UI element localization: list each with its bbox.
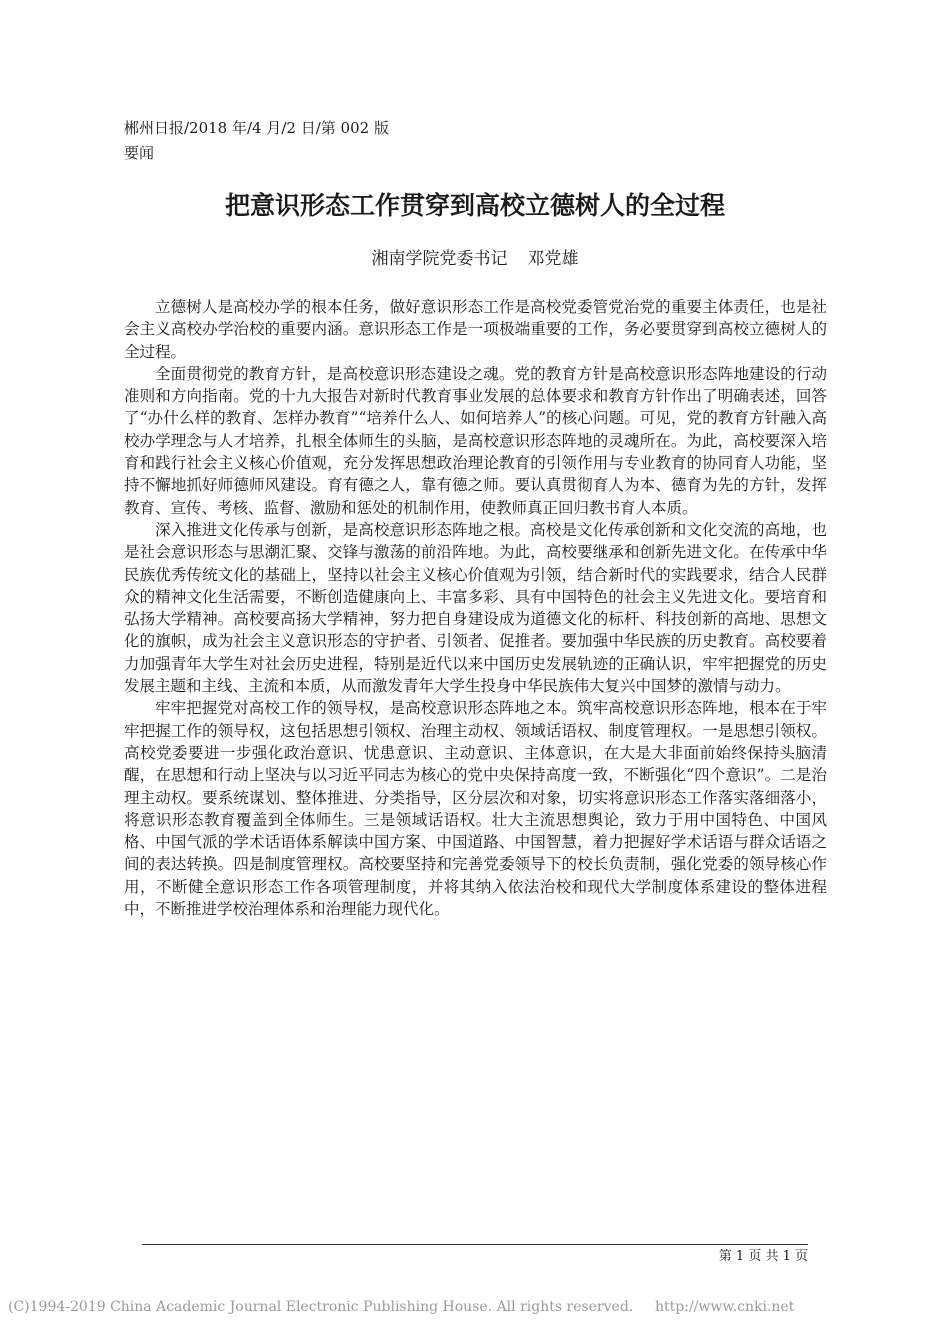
article-body <box>124 296 827 920</box>
paragraph: 牢牢把握党对高校工作的领导权，是高校意识形态阵地之本。筑牢高校意识形态阵地，根本在于牢牢把握工作的领导权，这包括思想引领权、治理主动权、领域话语权、制度管理权。一是思想引领权。高校党委要进一步强化政治意识、忧患意识、主动意识、主体意识，在大是大非面前始终保持头脑清醒，在思想和行动上坚决与以习近平同志为核心的党中央保持高度一致，不断强化“四个意识”。二是治理主动权。要系统谋划、整体推进、分类指导，区分层次和对象，切实将意识形态工作落实落细落小，将意识形态教育覆盖到全体师生。三是领域话语权。壮大主流思想舆论，致力于用中国特色、中国风格、中国气派的学术话语体系解读中国方案、中国道路、中国智慧，着力把握好学术话语与群众话语之间的表达转换。四是制度管理权。高校要坚持和完善党委领导下的校长负责制，强化党委的领导核心作用，不断健全意识形态工作各项管理制度，并将其纳入依法治校和现代大学制度体系建设的整体进程中，不断推进学校治理体系和治理能力现代化。 <box>124 699 827 919</box>
section-label: 要闻 <box>124 144 155 162</box>
copyright-footer <box>8 1297 942 1317</box>
paragraph: 立德树人是高校办学的根本任务，做好意识形态工作是高校党委管党治党的重要主体责任，也是社会主义高校办学治校的重要内涵。意识形态工作是一项极端重要的工作，务必要贯穿到高校立德树人的全过程。 <box>124 298 827 361</box>
footer-divider <box>142 1244 808 1245</box>
publication-source: 郴州日报/2018 年/4 月/2 日/第 002 版 <box>124 119 389 137</box>
paragraph: 全面贯彻党的教育方针，是高校意识形态建设之魂。党的教育方针是高校意识形态阵地建设的行动准则和方向指南。党的十九大报告对新时代教育事业发展的总体要求和教育方针作出了明确表述，回答了“办什么样的教育、怎样办教育”“培养什么人、如何培养人”的核心问题。可见，党的教育方针融入高校办学理念与人才培养，扎根全体师生的头脑，是高校意识形态阵地的灵魂所在。为此，高校要深入培育和践行社会主义核心价值观，充分发挥思想政治理论教育的引领作用与专业教育的协同育人功能，坚持不懈地抓好师德师风建设。育有德之人，靠有德之师。要认真贯彻育人为本、德育为先的方针，发挥教育、宣传、考核、监督、激励和惩处的机制作用，使教师真正回归教书育人本质。 <box>124 364 827 517</box>
copyright-text: (C)1994-2019 China Academic Journal Electronic Publishing House. All rights reserved. <box>8 1299 634 1315</box>
article-title: 把意识形态工作贯穿到高校立德树人的全过程 <box>224 191 725 220</box>
site-url[interactable]: http://www.cnki.net <box>655 1299 795 1315</box>
author-role: 湘南学院党委书记 <box>371 249 508 269</box>
byline <box>0 247 950 271</box>
paragraph: 深入推进文化传承与创新，是高校意识形态阵地之根。高校是文化传承创新和文化交流的高地，也是社会意识形态与思潮汇聚、交锋与激荡的前沿阵地。为此，高校要继承和创新先进文化。在传承中华民族优秀传统文化的基础上，坚持以社会主义核心价值观为引领，结合新时代的实践要求，结合人民群众的精神文化生活需要，不断创造健康向上、丰富多彩、具有中国特色的社会主义先进文化。要培育和弘扬大学精神。高校要高扬大学精神，努力把自身建设成为道德文化的标杆、科技创新的高地、思想文化的旗帜，成为社会主义意识形态的守护者、引领者、促推者。要加强中华民族的历史教育。高校要着力加强青年大学生对社会历史进程，特别是近代以来中国历史发展轨迹的正确认识，牢牢把握党的历史发展主题和主线、主流和本质，从而激发青年大学生投身中华民族伟大复兴中国梦的激情与动力。 <box>124 520 827 696</box>
page-number: 第 1 页 共 1 页 <box>718 1249 808 1264</box>
author-name: 邓党雄 <box>527 249 579 269</box>
